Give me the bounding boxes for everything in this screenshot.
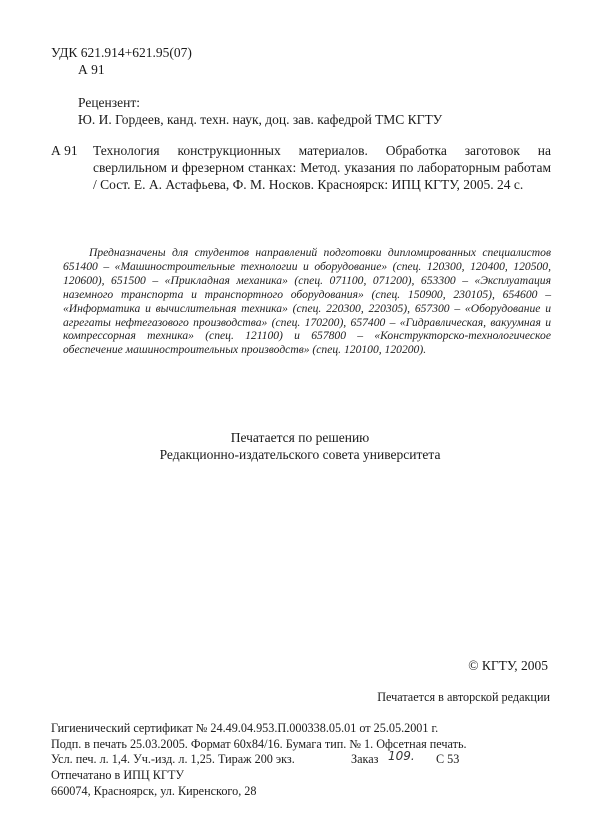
hygiene-certificate: Гигиенический сертификат № 24.49.04.953.П.000338.05.01 от 25.05.2001 г.	[51, 721, 439, 735]
bbk-code: А 91	[78, 62, 105, 77]
c-code: С 53	[436, 752, 460, 767]
sheets-and-run	[51, 749, 551, 768]
signed-to-print: Подп. в печать 25.03.2005. Формат 60х84/16. Бумага тип. № 1. Офсетная печать.	[51, 736, 467, 751]
biblio-code: А 91	[51, 143, 78, 158]
annotation-text: Предназначены для студентов направлений подготовки дипломированных специалистов 651400 – «Машиностроительные технологии и оборудование» (спец. 120300, 120400, 120500, 120600), 651500 – «Прикладная механика» (спец. 071100, 071200), 653300 – «Эксплуатация наземного транспорта и транспортного оборудования» (спец. 150900, 230105), 654600 – «Информатика и вычислительная техника» (спец. 220300, 220305), 657300 – «Оборудование и агрегаты нефтегазового производства» (спец. 170200), 657400 – «Гидравлическая, вакуумная и компрессорная техника» (спец. 121100) и 657800 – «Конструкторско-технологическое обеспечение машиностроительных производств» (спец. 120100, 120200).	[63, 246, 551, 357]
order-number: 109.	[388, 749, 415, 764]
udk-code: УДК 621.914+621.95(07)	[51, 45, 192, 60]
decision-line-2: Редакционно-издательского совета университета	[159, 447, 441, 462]
edition-note: Печатается в авторской редакции	[377, 690, 550, 704]
reviewer-name: Ю. И. Гордеев, канд. техн. наук, доц. зав. кафедрой ТМС КГТУ	[78, 112, 443, 127]
decision-line-1: Печатается по решению	[230, 430, 370, 445]
printer-address: 660074, Красноярск, ул. Киренского, 28	[51, 783, 257, 798]
imprint-block	[51, 721, 551, 800]
copyright: © КГТУ, 2005	[468, 658, 548, 673]
order-label: Заказ	[351, 752, 379, 767]
sheets-info: Усл. печ. л. 1,4. Уч.-изд. л. 1,25. Тираж 200 экз.	[51, 752, 295, 767]
reviewer-label: Рецензент:	[78, 95, 140, 110]
biblio-description: Технология конструкционных материалов. Обработка заготовок на сверлильном и фрезерном станках: Метод. указания по лабораторным работам / Сост. Е. А. Астафьева, Ф. М. Носков. Красноярск: ИПЦ КГТУ, 2005. 24 с.	[93, 143, 551, 192]
printed-at: Отпечатано в ИПЦ КГТУ	[51, 768, 185, 783]
